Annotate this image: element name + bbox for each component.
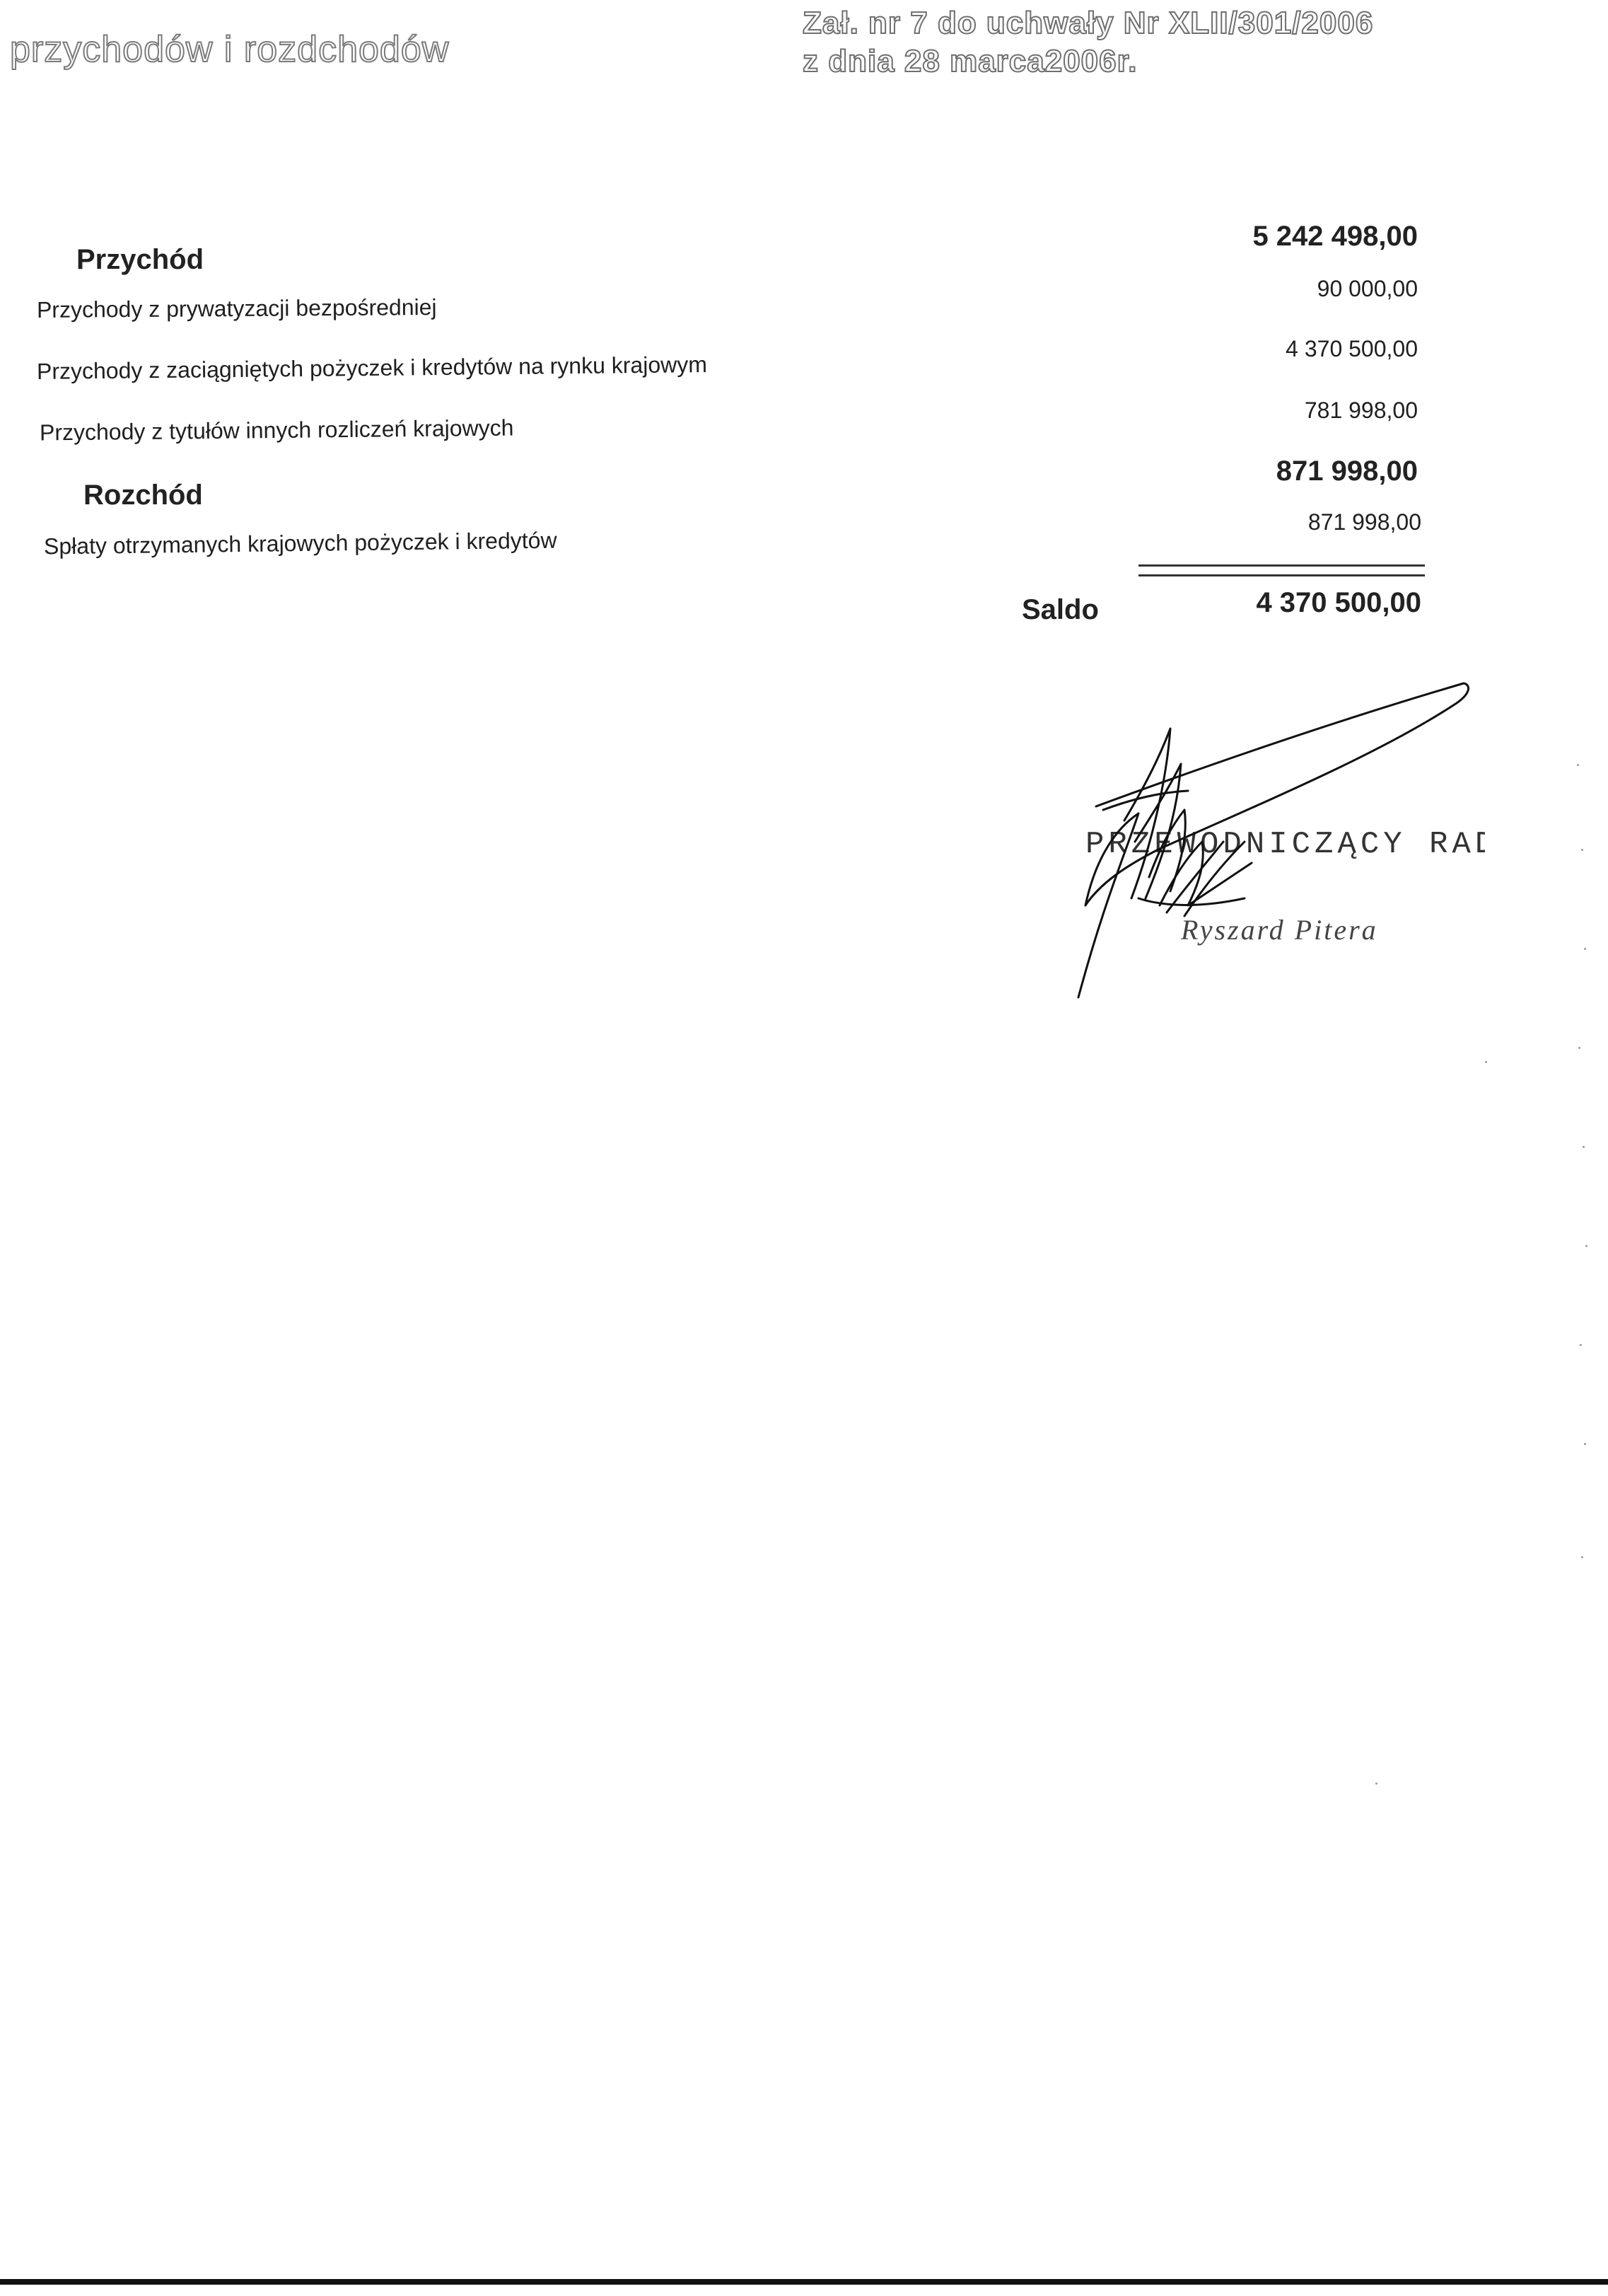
balance-value: 4 370 500,00 — [1256, 587, 1421, 618]
income-total: 5 242 498,00 — [1252, 221, 1418, 252]
sum-rule-top — [1138, 564, 1425, 567]
scan-speck — [1584, 1443, 1586, 1445]
scan-speck — [1580, 1344, 1582, 1346]
income-item-amount: 781 998,00 — [1304, 398, 1418, 423]
sum-rule-bottom — [1138, 574, 1425, 576]
attachment-reference: Zał. nr 7 do uchwały Nr XLII/301/2006 — [803, 6, 1374, 40]
expense-heading: Rozchód — [83, 480, 203, 511]
attachment-date: z dnia 28 marca2006r. — [803, 44, 1138, 79]
income-item-amount: 4 370 500,00 — [1286, 336, 1418, 361]
balance-label: Saldo — [1022, 594, 1099, 625]
expense-item-label: Spłaty otrzymanych krajowych pożyczek i kredytów — [43, 527, 557, 559]
scan-speck — [1581, 849, 1583, 851]
scan-speck — [1578, 1047, 1580, 1049]
income-heading: Przychód — [76, 244, 204, 275]
income-item-label: Przychody z tytułów innych rozliczeń krajowych — [39, 414, 514, 446]
income-item-amount: 90 000,00 — [1317, 276, 1418, 301]
stamp-title: PRZEWODNICZĄCY RADY — [1085, 827, 1485, 862]
scan-speck — [1485, 1061, 1487, 1063]
expense-item-amount: 871 998,00 — [1307, 509, 1421, 535]
stamp-name: Ryszard Pitera — [1181, 914, 1378, 946]
document-title: przychodów i rozdchodów — [10, 29, 450, 70]
scan-speck — [1581, 1556, 1583, 1558]
scan-speck — [1375, 1782, 1377, 1785]
expense-total: 871 998,00 — [1276, 456, 1418, 487]
signature-stamp — [1018, 672, 1485, 1011]
page-bottom-edge — [0, 2279, 1608, 2285]
scan-speck — [1584, 948, 1586, 950]
income-item-label: Przychody z zaciągniętych pożyczek i kredytów na rynku krajowym — [36, 352, 708, 384]
scan-speck — [1585, 1245, 1587, 1247]
scan-speck — [1583, 1146, 1585, 1148]
income-item-label: Przychody z prywatyzacji bezpośredniej — [36, 294, 437, 323]
scan-speck — [1577, 764, 1579, 766]
